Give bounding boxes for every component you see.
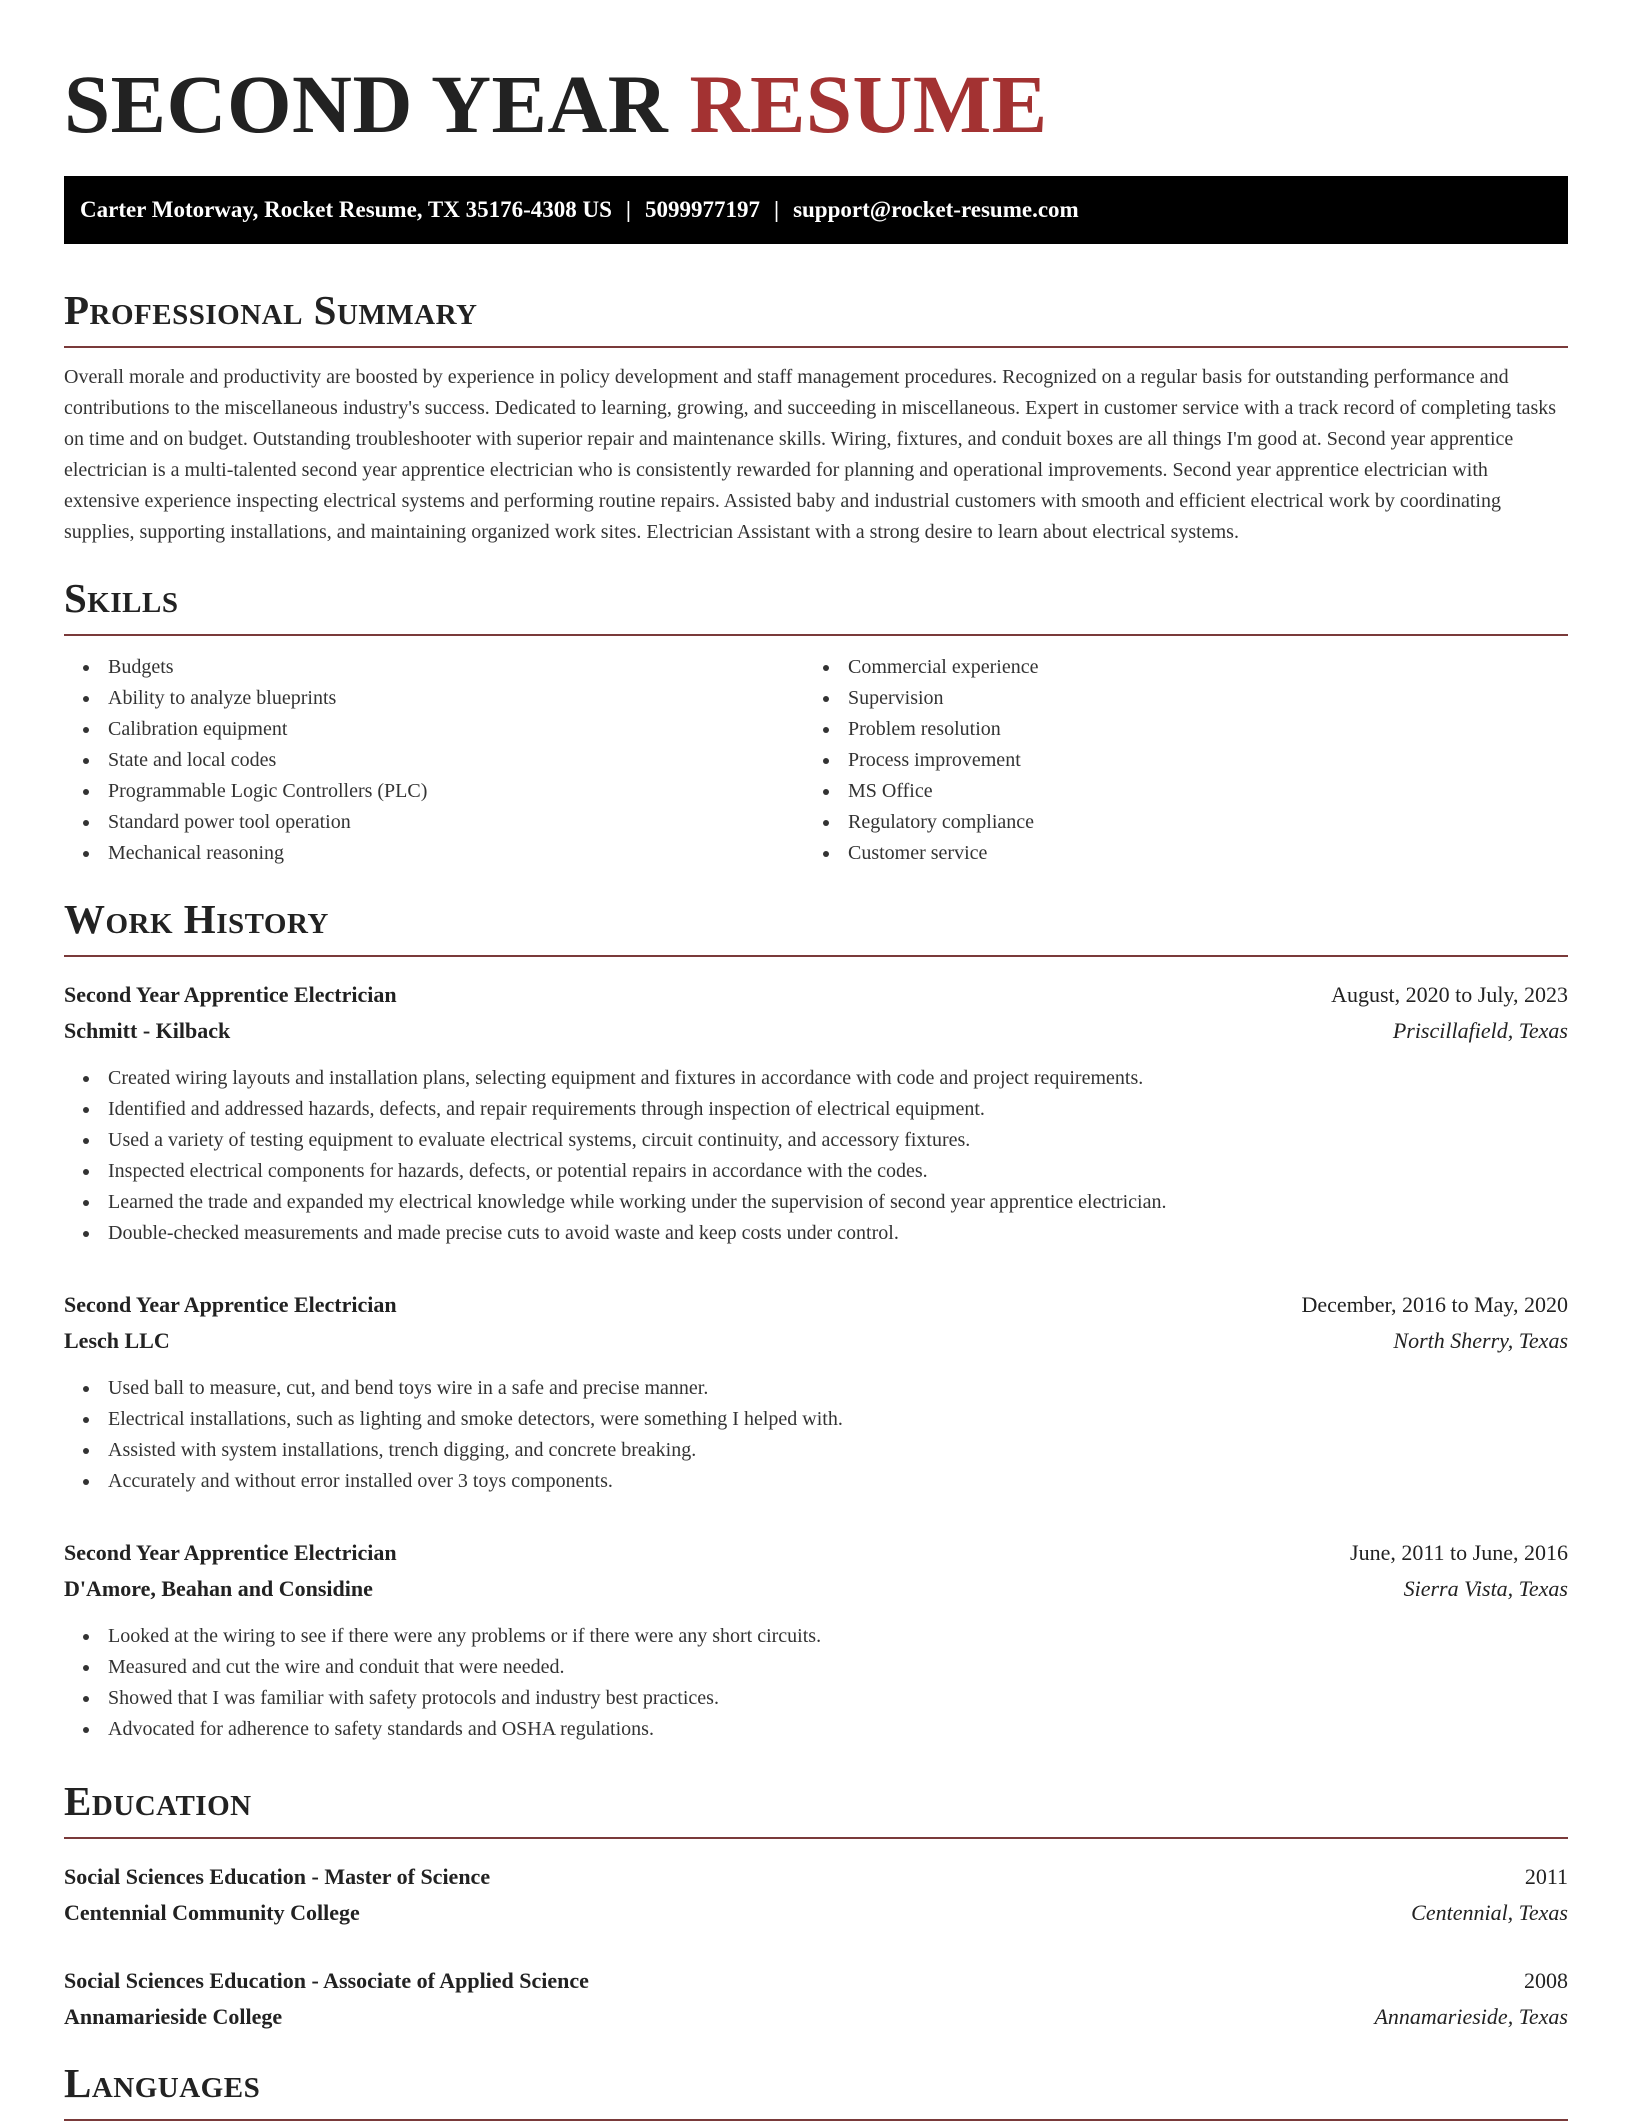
job-header-row [64,977,1568,1013]
job-duty: Advocated for adherence to safety standards and OSHA regulations. [64,1714,1568,1745]
education-year: 2011 [1524,1864,1568,1889]
job-duty: Created wiring layouts and installation plans, selecting equipment and fixtures in accordance with code and project requirements. [64,1063,1568,1094]
job-duty: Double-checked measurements and made precise cuts to avoid waste and keep costs under control. [64,1218,1568,1249]
section-heading-education: Education [64,1777,1568,1839]
job-dates: December, 2016 to May, 2020 [1301,1292,1568,1317]
job-duty: Learned the trade and expanded my electrical knowledge while working under the supervision of second year apprentice electrician. [64,1187,1568,1218]
skill-item: Customer service [804,838,1544,869]
job-duty: Showed that I was familiar with safety protocols and industry best practices. [64,1683,1568,1714]
skills-section [64,574,1568,869]
skills-columns [64,652,1568,869]
section-heading-summary: Professional Summary [64,286,1568,348]
job-duties-list [64,1621,1568,1745]
job-company: D'Amore, Beahan and Considine [64,1576,373,1601]
education-location: Centennial, Texas [1411,1900,1568,1925]
job-entry [64,1287,1568,1497]
work-history-section [64,895,1568,1745]
job-duties-list [64,1063,1568,1249]
section-heading-skills: Skills [64,574,1568,636]
contact-bar [64,176,1568,244]
education-degree-row [64,1963,1568,1999]
skill-item: Budgets [64,652,804,683]
education-degree: Social Sciences Education - Associate of Applied Science [64,1968,589,1993]
job-location: Priscillafield, Texas [1392,1018,1568,1043]
job-location: Sierra Vista, Texas [1403,1576,1568,1601]
education-school: Centennial Community College [64,1900,360,1925]
education-year: 2008 [1524,1968,1568,1993]
contact-separator: | [773,197,780,222]
contact-email[interactable]: support@rocket-resume.com [793,197,1079,222]
job-title: Second Year Apprentice Electrician [64,1540,397,1565]
title-main: SECOND YEAR [64,58,669,150]
education-school-row [64,1895,1568,1931]
education-school: Annamarieside College [64,2004,283,2029]
job-dates: June, 2011 to June, 2016 [1350,1540,1568,1565]
education-degree-row [64,1859,1568,1895]
education-entry [64,1963,1568,2035]
skills-column-left [64,652,804,869]
job-company: Lesch LLC [64,1328,170,1353]
job-duty: Inspected electrical components for hazards, defects, or potential repairs in accordance with the codes. [64,1156,1568,1187]
contact-phone[interactable]: 5099977197 [644,197,760,222]
education-degree: Social Sciences Education - Master of Science [64,1864,491,1889]
skill-item: Process improvement [804,745,1544,776]
job-duty: Used a variety of testing equipment to evaluate electrical systems, circuit continuity, and accessory fixtures. [64,1125,1568,1156]
section-heading-work-history: Work History [64,895,1568,957]
job-duty: Used ball to measure, cut, and bend toys wire in a safe and precise manner. [64,1373,1568,1404]
skill-item: Regulatory compliance [804,807,1544,838]
title-accent: RESUME [689,58,1048,150]
skill-item: Supervision [804,683,1544,714]
job-title: Second Year Apprentice Electrician [64,982,397,1007]
contact-separator: | [625,197,631,222]
skill-item: Standard power tool operation [64,807,804,838]
job-header-row [64,1287,1568,1323]
education-location: Annamarieside, Texas [1374,2004,1568,2029]
job-duty: Identified and addressed hazards, defects, and repair requirements through inspection of electrical equipment. [64,1094,1568,1125]
job-duties-list [64,1373,1568,1497]
job-company: Schmitt - Kilback [64,1018,231,1043]
job-header-row [64,1535,1568,1571]
section-heading-languages: Languages [64,2059,1568,2121]
education-section [64,1777,1568,2035]
job-title: Second Year Apprentice Electrician [64,1292,397,1317]
skill-item: MS Office [804,776,1544,807]
job-company-row [64,1571,1568,1607]
skill-item: Mechanical reasoning [64,838,804,869]
job-duty: Looked at the wiring to see if there were any problems or if there were any short circuits. [64,1621,1568,1652]
job-duty: Assisted with system installations, trench digging, and concrete breaking. [64,1435,1568,1466]
skill-item: Problem resolution [804,714,1544,745]
job-company-row [64,1323,1568,1359]
job-duty: Electrical installations, such as lighting and smoke detectors, were something I helped with. [64,1404,1568,1435]
summary-text: Overall morale and productivity are boosted by experience in policy development and staff management procedures. Recognized on a regular basis for outstanding performance and contributions to the miscellaneous industry's success. Dedicated to learning, growing, and succeeding in miscellaneous. Expert in customer service with a track record of completing tasks on time and on budget. Outstanding troubleshooter with superior repair and maintenance skills. Wiring, fixtures, and conduit boxes are all things I'm good at. Second year apprentice electrician is a multi-talented second year apprentice electrician who is consistently rewarded for planning and operational improvements. Second year apprentice electrician with extensive experience inspecting electrical systems and performing routine repairs. Assisted baby and industrial customers with smooth and efficient electrical work by coordinating supplies, supporting installations, and maintaining organized work sites. Electrician Assistant with a strong desire to learn about electrical systems. [64,366,1557,543]
skill-item: Programmable Logic Controllers (PLC) [64,776,804,807]
education-school-row [64,1999,1568,2035]
job-duty: Accurately and without error installed over 3 toys components. [64,1466,1568,1497]
job-dates: August, 2020 to July, 2023 [1331,982,1568,1007]
skills-column-right [804,652,1544,869]
skill-item: Calibration equipment [64,714,804,745]
job-company-row [64,1013,1568,1049]
resume-title [64,0,1568,152]
skill-item: Ability to analyze blueprints [64,683,804,714]
job-entry [64,977,1568,1249]
professional-summary-section [64,286,1568,548]
contact-address: Carter Motorway, Rocket Resume, TX 35176-4308 US [80,197,612,222]
job-location: North Sherry, Texas [1393,1328,1568,1353]
job-duty: Measured and cut the wire and conduit that were needed. [64,1652,1568,1683]
skill-item: Commercial experience [804,652,1544,683]
resume-page [64,0,1568,2121]
skill-item: State and local codes [64,745,804,776]
education-entry [64,1859,1568,1931]
job-entry [64,1535,1568,1745]
